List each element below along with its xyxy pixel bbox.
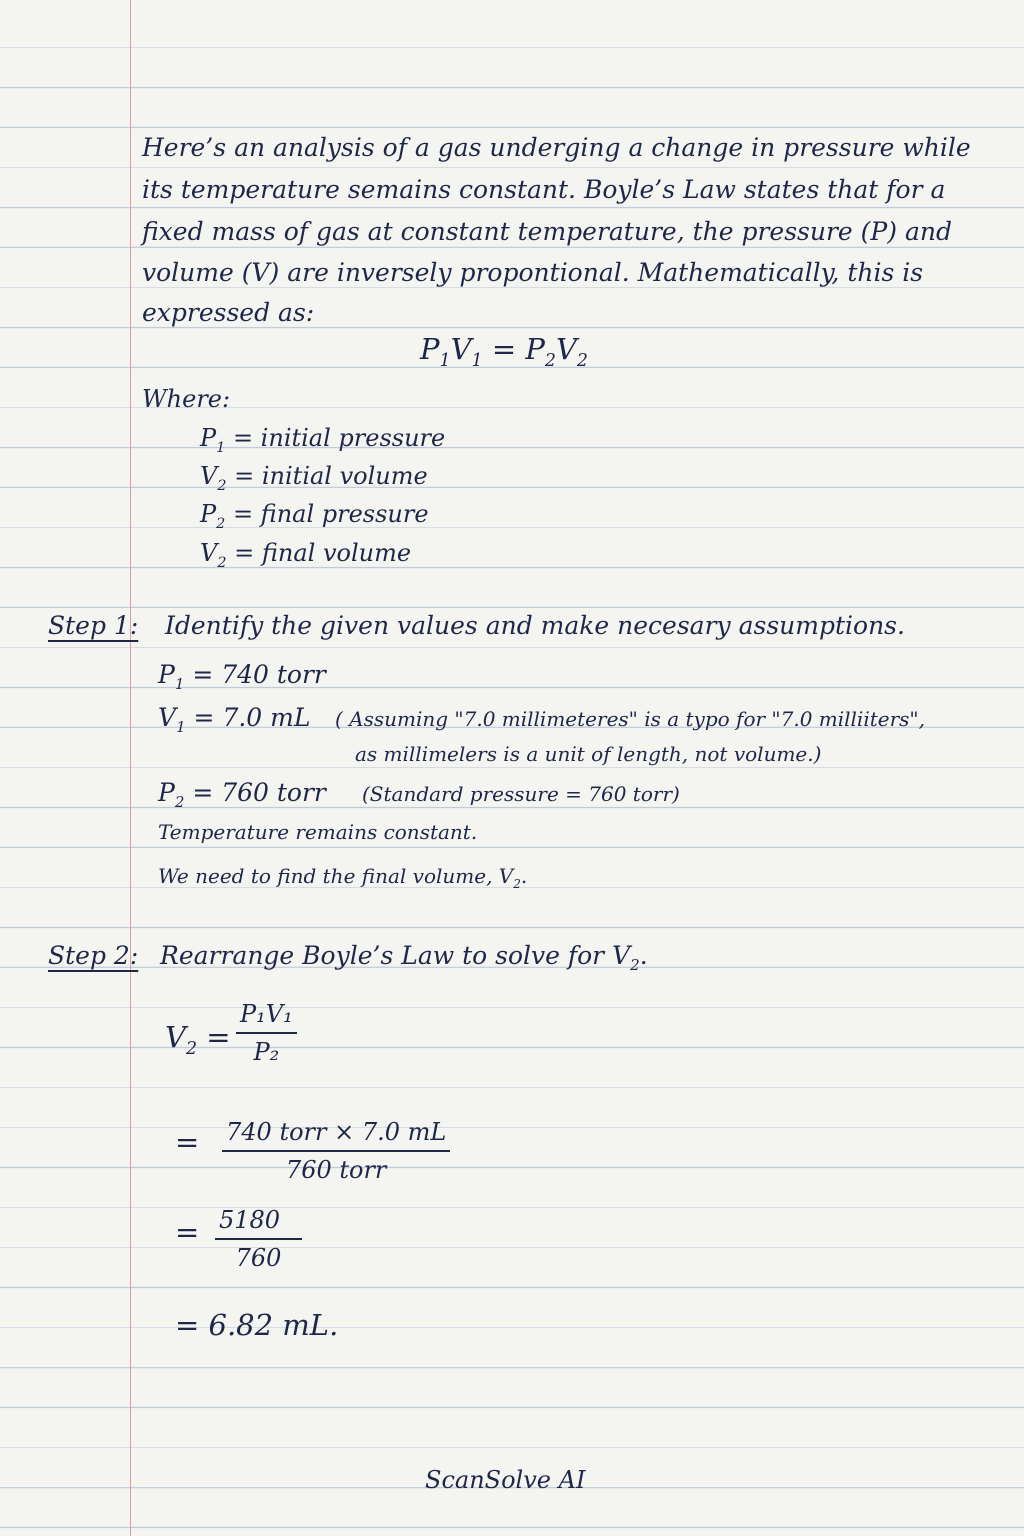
v2-lhs: $V_2$ = — [165, 1020, 231, 1059]
fraction-numeric — [215, 1206, 302, 1272]
fraction-denominator: 760 — [235, 1244, 282, 1272]
definition-v2: $V_2$ = final volume — [200, 539, 412, 571]
intro-line-5: expressed as: — [142, 298, 315, 327]
intro-line-4: volume (V) are inversely propontional. Mathematically, this is — [142, 258, 924, 287]
step2-text: Rearrange Boyle’s Law to solve for $V_2$. — [160, 941, 648, 974]
given-v1: $V_1 = 7.0$ mL — [158, 703, 311, 736]
fraction-numerator: 5180 — [215, 1206, 302, 1240]
definition-v1: $V_2$ = initial volume — [200, 462, 428, 494]
intro-line-1: Here’s an analysis of a gas underging a change in pressure while — [142, 133, 971, 162]
definition-p1: $P_1$ = initial pressure — [200, 424, 446, 456]
fraction-denominator: P₂ — [253, 1038, 280, 1066]
definition-p2: $P_2$ = final pressure — [200, 500, 429, 532]
equals-sign-2: = — [175, 1215, 200, 1249]
margin-line — [130, 0, 131, 1536]
given-v1-note-2: as millimelers is a unit of length, not volume.) — [355, 742, 822, 766]
step1-text: Identify the given values and make necesary assumptions. — [165, 611, 905, 640]
fraction-substituted — [222, 1118, 450, 1184]
temperature-constant: Temperature remains constant. — [158, 820, 478, 844]
intro-line-2: its temperature semains constant. Boyle’s Law states that for a — [142, 175, 946, 204]
fraction-p1v1-over-p2 — [236, 1000, 297, 1066]
final-result: = 6.82 mL. — [175, 1308, 339, 1342]
find-v2: We need to find the final volume, $V_2$. — [158, 864, 528, 891]
given-v1-note: ( Assuming "7.0 millimeteres" is a typo for "7.0 milliiters", — [335, 707, 925, 731]
footer-watermark: ScanSolve AI — [425, 1466, 586, 1494]
given-p1: $P_1 = 740$ torr — [158, 660, 326, 693]
given-p2-note: (Standard pressure = 760 torr) — [362, 782, 680, 806]
given-p2: $P_2 = 760$ torr — [158, 778, 326, 811]
where-label: Where: — [142, 385, 231, 413]
equals-sign-1: = — [175, 1125, 200, 1159]
step2-label: Step 2: — [48, 941, 139, 970]
fraction-numerator: 740 torr × 7.0 mL — [222, 1118, 450, 1152]
step1-label: Step 1: — [48, 611, 139, 640]
intro-line-3: fixed mass of gas at constant temperature, the pressure (P) and — [142, 217, 952, 246]
fraction-numerator: P₁V₁ — [236, 1000, 297, 1034]
fraction-denominator: 760 torr — [285, 1156, 387, 1184]
boyles-law-equation: $P_1V_1 = P_2V_2$ — [420, 332, 588, 371]
